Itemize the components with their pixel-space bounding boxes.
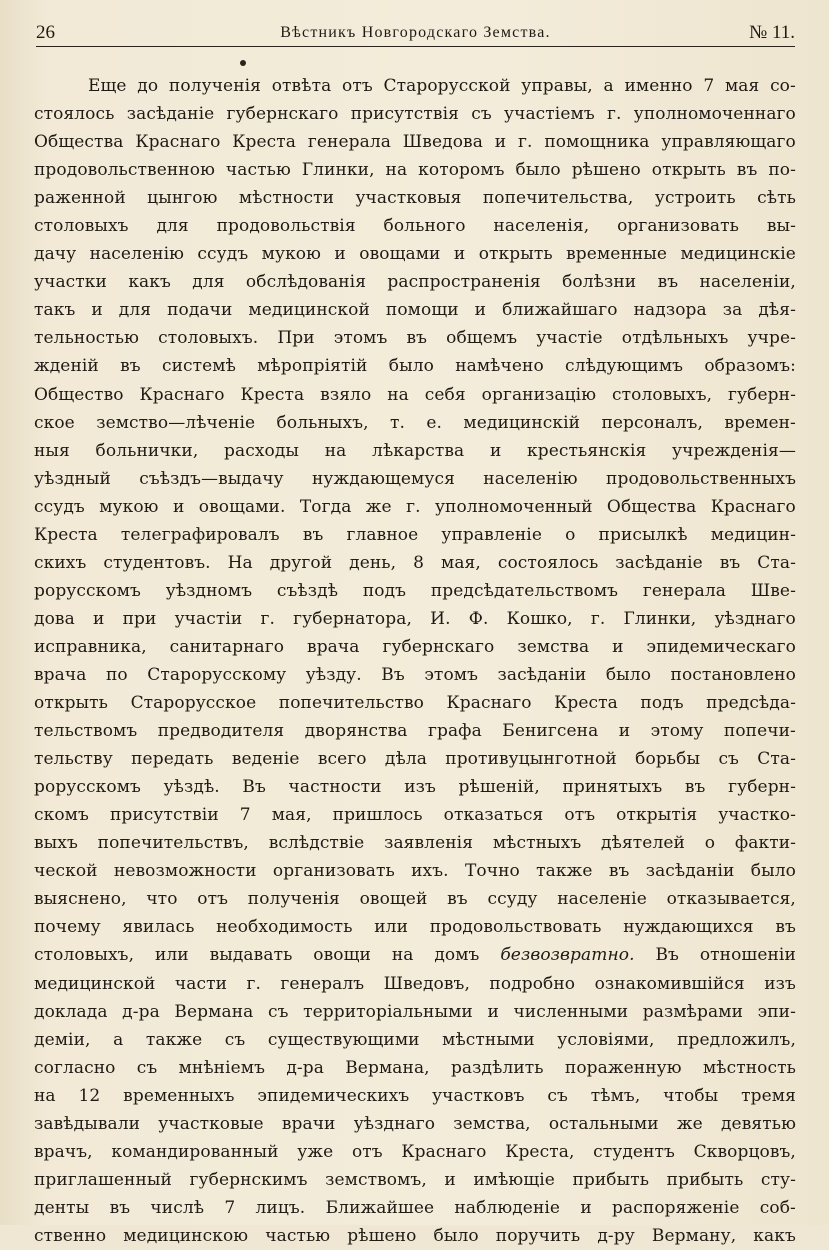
text-line: тельностью столовыхъ. При этомъ въ общемъ участіе отдѣльныхъ учре- — [34, 328, 796, 349]
text-line: ныя больнички, расходы на лѣкарства и крестьянскія учрежденія— — [34, 440, 796, 461]
text-line: согласно съ мнѣніемъ д-ра Вермана, раздѣлить пораженную мѣстность — [34, 1057, 796, 1078]
text-line: почему явилась необходимость или продовольствовать нуждающихся въ — [34, 917, 796, 938]
text-line: на 12 временныхъ эпидемическихъ участковъ съ тѣмъ, чтобы тремя — [34, 1085, 796, 1106]
text-line: дова и при участіи г. губернатора, И. Ф. Кошко, г. Глинки, уѣзднаго — [34, 608, 796, 629]
text-line: жденій въ системѣ мѣропріятій было намѣчено слѣдующимъ образомъ: — [34, 356, 796, 377]
text-line: продовольственною частью Глинки, на которомъ было рѣшено открыть въ по- — [34, 160, 796, 181]
text-line: деміи, а также съ существующими мѣстными условіями, предложилъ, — [34, 1029, 796, 1050]
text-line: раженной цынгою мѣстности участковыя попечительства, устроить сѣть — [34, 188, 796, 209]
text-line: врачъ, командированный уже отъ Краснаго Креста, студентъ Скворцовъ, — [34, 1141, 796, 1162]
text-line: Общества Краснаго Креста генерала Шведова и г. помощника управляющаго — [34, 132, 796, 153]
text-line: ссудъ мукою и овощами. Тогда же г. уполномоченный Общества Краснаго — [34, 496, 796, 517]
body-text — [34, 72, 796, 1250]
text-line: врача по Старорусскому уѣзду. Въ этомъ засѣданіи было постановлено — [34, 664, 796, 685]
text-line: скихъ студентовъ. На другой день, 8 мая, состоялось засѣданіе въ Ста- — [34, 552, 796, 573]
issue-number: № 11. — [749, 22, 795, 43]
text-line: денты въ числѣ 7 лицъ. Ближайшее наблюденіе и распоряженіе соб- — [34, 1197, 796, 1218]
text-line: дачу населенію ссудъ мукою и овощами и открыть временные медицинскіе — [34, 244, 796, 265]
text-line: ское земство—лѣченіе больныхъ, т. е. медицинскій персоналъ, времен- — [34, 412, 796, 433]
text-line: тельству передать веденіе всего дѣла противуцынготной борьбы съ Ста- — [34, 749, 796, 770]
text-line: доклада д-ра Вермана съ территоріальными и численными размѣрами эпи- — [34, 1001, 796, 1022]
text-line: ческой невозможности организовать ихъ. Точно также въ засѣданіи было — [34, 861, 796, 882]
text-line: Общество Краснаго Креста взяло на себя организацію столовыхъ, губерн- — [34, 384, 796, 405]
running-head: Вѣстникъ Новгородскаго Земства. — [280, 24, 551, 41]
text-line: стоялось засѣданіе губернскаго присутствія съ участіемъ г. уполномоченнаго — [34, 104, 796, 125]
text-line: рорусскомъ уѣздѣ. Въ частности изъ рѣшеній, принятыхъ въ губерн- — [34, 777, 796, 798]
page-header — [36, 20, 795, 47]
text-line: столовыхъ для продовольствія больного населенія, организовать вы- — [34, 216, 796, 237]
text-line: завѣдывали участковые врачи уѣзднаго земства, остальными же девятью — [34, 1113, 796, 1134]
text-line: выхъ попечительствъ, вслѣдствіе заявленія мѣстныхъ дѣятелей о факти- — [34, 833, 796, 854]
text-line: уѣздный съѣздъ—выдачу нуждающемуся населенію продовольственныхъ — [34, 468, 796, 489]
text-line: такъ и для подачи медицинской помощи и ближайшаго надзора за дѣя- — [34, 300, 796, 321]
text-line: ственно медицинскою частью рѣшено было поручить д-ру Верману, какъ — [34, 1225, 796, 1246]
text-line: столовыхъ, или выдавать овощи на домъ безвозвратно. Въ отношеніи — [34, 945, 796, 966]
text-line: тельствомъ предводителя дворянства графа Бенигсена и этому попечи- — [34, 721, 796, 742]
page-number: 26 — [36, 22, 55, 43]
ink-dot-mark — [240, 60, 246, 66]
text-line: выяснено, что отъ полученія овощей въ ссуду населеніе отказывается, — [34, 889, 796, 910]
text-line: Креста телеграфировалъ въ главное управленіе о присылкѣ медицин- — [34, 524, 796, 545]
text-line: Еще до полученія отвѣта отъ Старорусской управы, а именно 7 мая со- — [88, 76, 796, 96]
text-line: открыть Старорусское попечительство Краснаго Креста подъ предсѣда- — [34, 693, 796, 714]
text-line: скомъ присутствіи 7 мая, пришлось отказаться отъ открытія участко- — [34, 805, 796, 826]
text-line: рорусскомъ уѣздномъ съѣздѣ подъ предсѣдательствомъ генерала Шве- — [34, 580, 796, 601]
text-line: приглашенный губернскимъ земствомъ, и имѣющіе прибыть прибыть сту- — [34, 1169, 796, 1190]
text-line: медицинской части г. генералъ Шведовъ, подробно ознакомившійся изъ — [34, 973, 796, 994]
text-line: участки какъ для обслѣдованія распространенія болѣзни въ населеніи, — [34, 272, 796, 293]
text-line: исправника, санитарнаго врача губернскаго земства и эпидемическаго — [34, 636, 796, 657]
